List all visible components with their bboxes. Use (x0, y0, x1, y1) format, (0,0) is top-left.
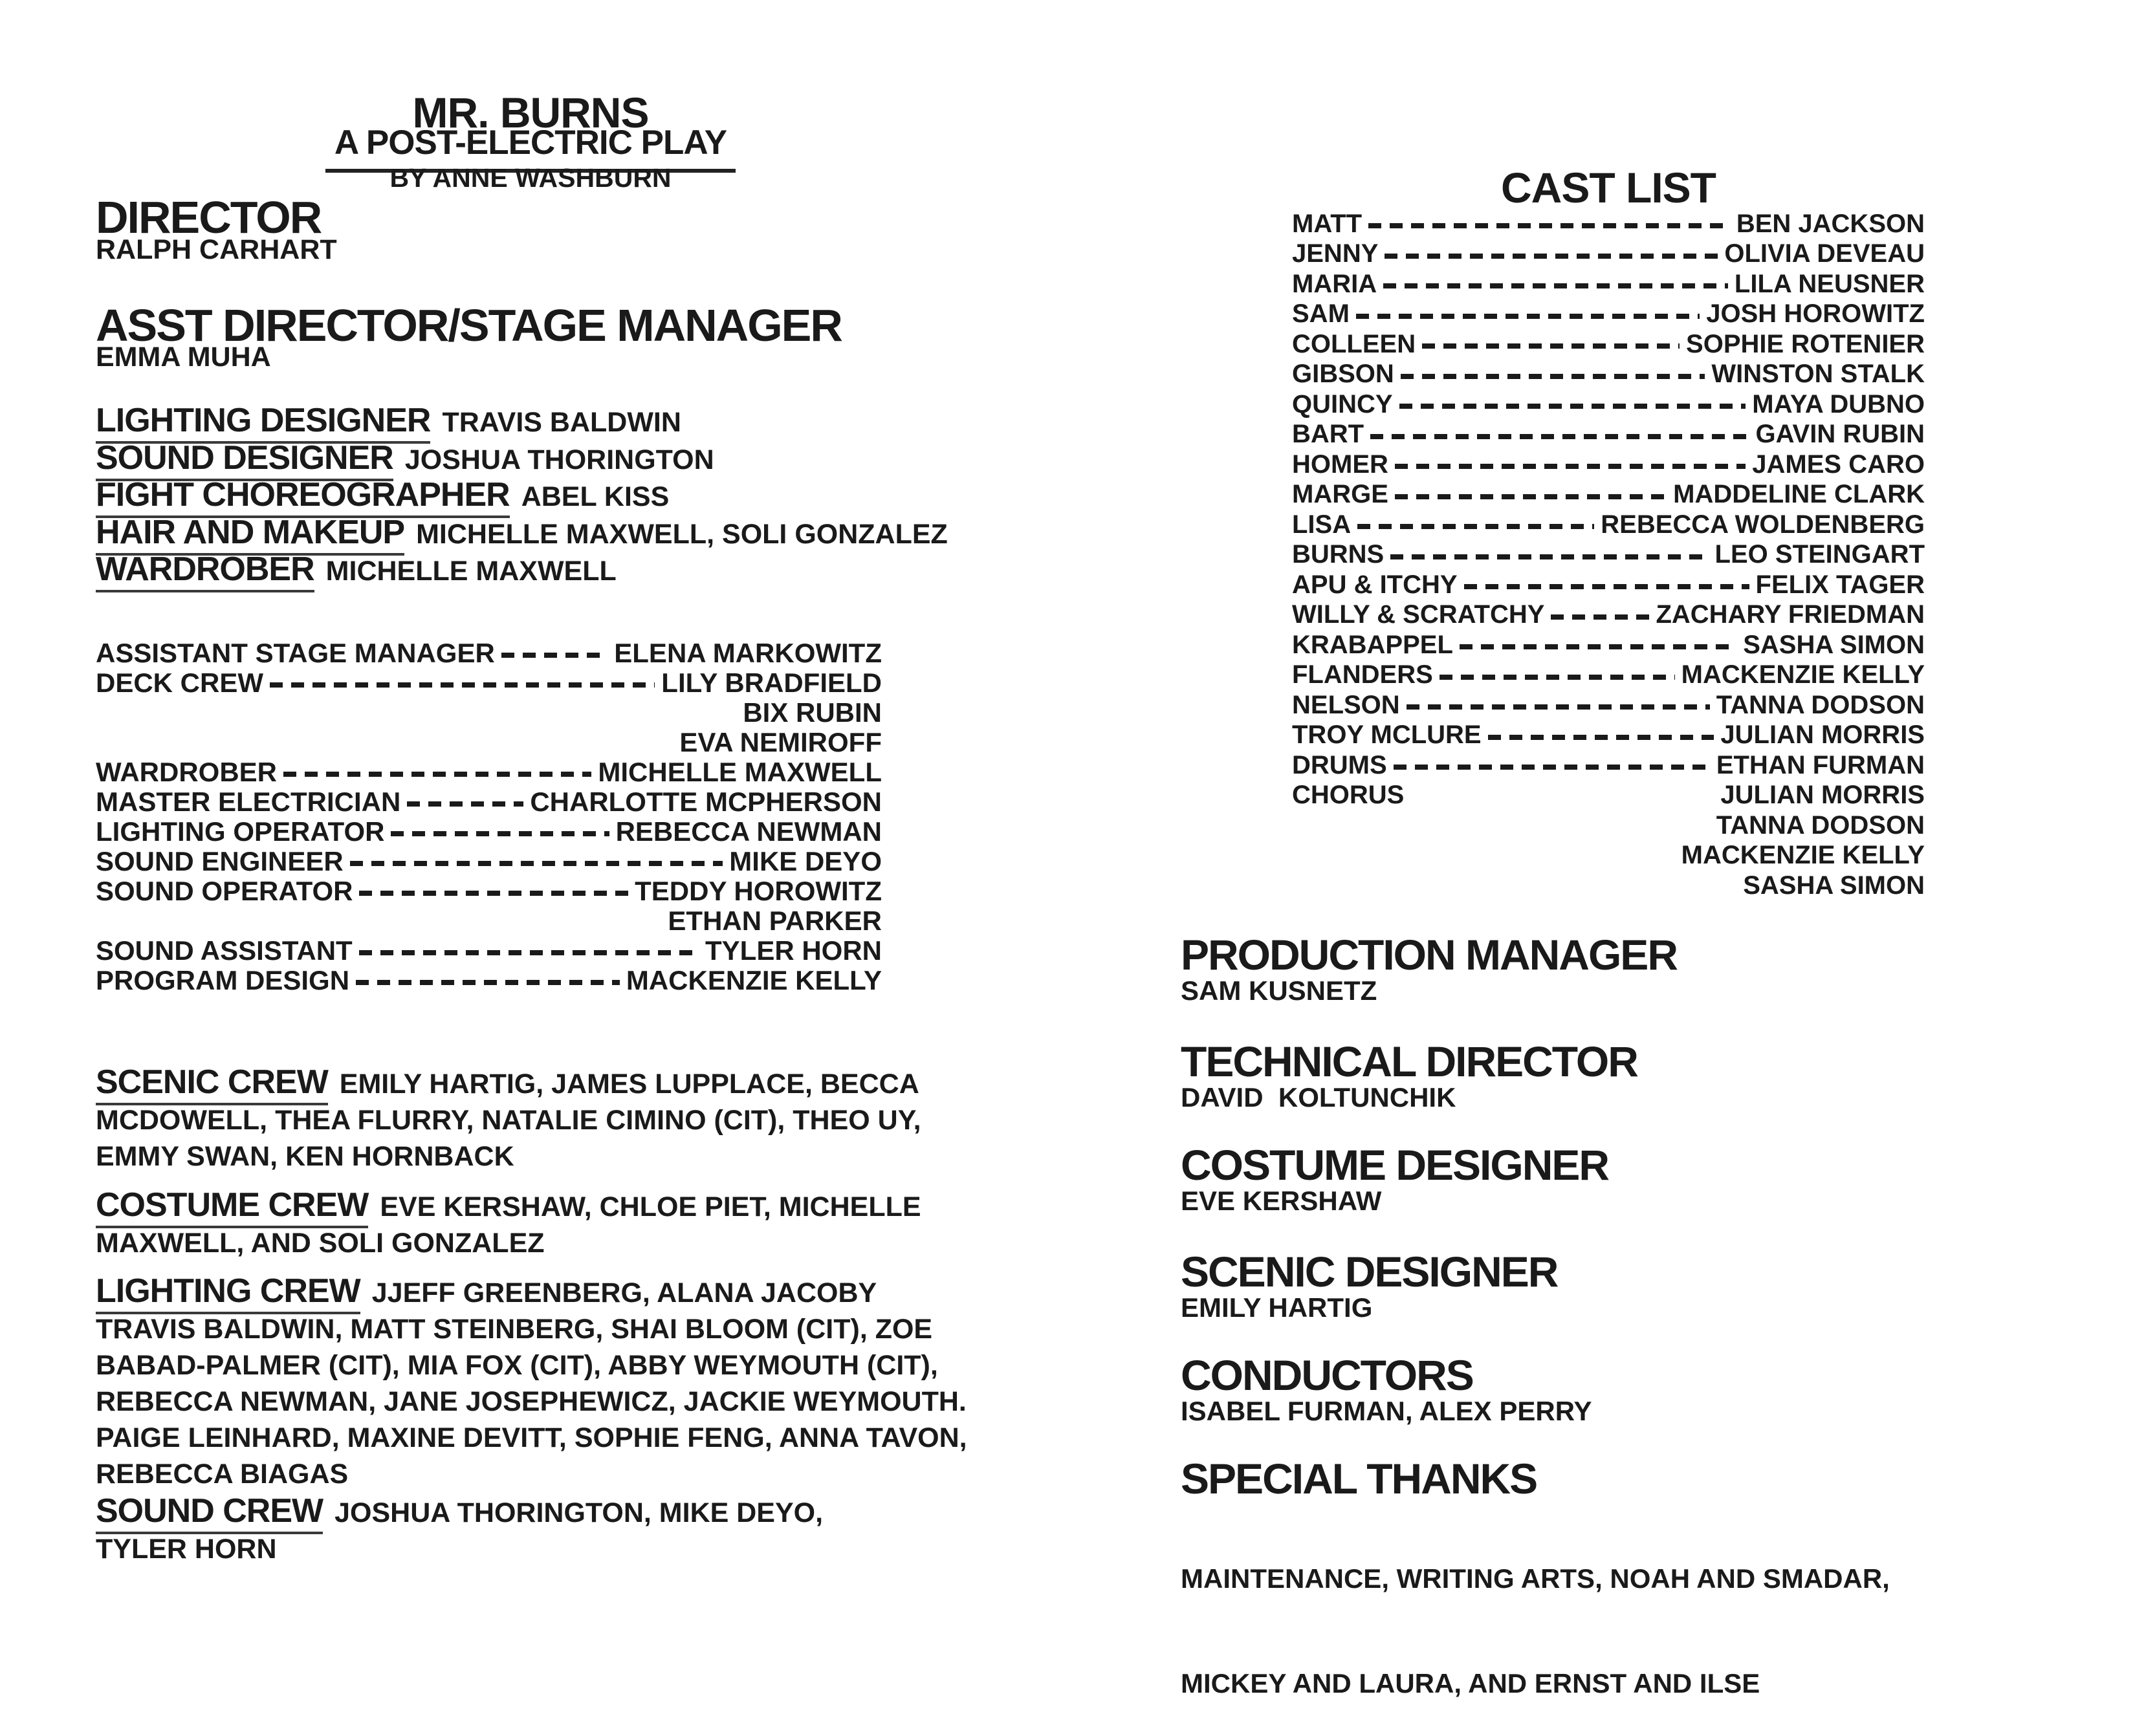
cast-row (1292, 239, 1925, 270)
crew-name: MIKE DEYO (729, 846, 882, 876)
cast-role: COLLEEN (1292, 329, 1416, 358)
dash-leader (1395, 464, 1746, 469)
cast-actor: BEN JACKSON (1736, 209, 1925, 238)
costume-crew-section (96, 1187, 1047, 1261)
dash-leader (1385, 254, 1718, 259)
cast-role: MATT (1292, 209, 1363, 238)
crew-role: DECK CREW (96, 667, 263, 698)
section-heading: COSTUME CREW (96, 1186, 368, 1228)
credit-role: WARDROBER (96, 550, 314, 592)
dash-leader (359, 891, 628, 896)
special-thanks-names (1181, 1492, 2035, 1736)
section-names: EMILY HARTIG, JAMES LUPPLACE, BECCA (339, 1069, 919, 1100)
cast-role: BURNS (1292, 540, 1385, 569)
crew-name: ETHAN PARKER (668, 906, 882, 936)
section-names: JOSHUA THORINGTON, MIKE DEYO, (334, 1497, 824, 1528)
crew-name: ELENA MARKOWITZ (614, 638, 882, 668)
cast-list-title: CAST LIST (1501, 164, 1716, 212)
cast-actor: TANNA DODSON (1716, 810, 1925, 840)
special-thanks-line: MAINTENANCE, WRITING ARTS, NOAH AND SMADAR, (1181, 1563, 1890, 1594)
cast-actor: JULIAN MORRIS (1720, 721, 1925, 750)
crew-role: SOUND OPERATOR (96, 876, 353, 906)
dash-leader (1440, 675, 1675, 680)
crew-name: BIX RUBIN (743, 697, 882, 728)
cast-actor: LEO STEINGART (1714, 540, 1925, 569)
cast-row (1292, 360, 1925, 390)
designer-credits (96, 402, 948, 589)
section-names: JJEFF GREENBERG, ALANA JACOBY (371, 1277, 877, 1308)
crew-row (96, 757, 882, 787)
director-name: RALPH CARHART (96, 234, 337, 265)
cast-row-chorus (1292, 781, 1925, 811)
dash-leader (1390, 554, 1708, 559)
sound-crew-section (96, 1493, 1047, 1567)
dash-leader (1370, 434, 1749, 439)
cast-row (1292, 660, 1925, 691)
special-thanks-line: MICKEY AND LAURA, AND ERNST AND ILSE (1181, 1668, 1760, 1698)
crew-row (96, 787, 882, 817)
credit-row (96, 402, 948, 440)
dash-leader (501, 653, 608, 658)
cast-role: HOMER (1292, 450, 1388, 479)
cast-role: GIBSON (1292, 360, 1394, 389)
scenic-designer-heading: SCENIC DESIGNER (1181, 1248, 1558, 1296)
crew-row-continuation (96, 728, 882, 757)
crew-role: PROGRAM DESIGN (96, 965, 350, 995)
credit-name: MICHELLE MAXWELL (325, 556, 617, 587)
cast-row (1292, 329, 1925, 360)
cast-row (1292, 510, 1925, 540)
show-title: MR. BURNS (412, 89, 649, 136)
crew-name: MICHELLE MAXWELL (598, 757, 882, 787)
dash-leader (1357, 524, 1594, 529)
cast-role: APU & ITCHY (1292, 570, 1458, 599)
conductors-heading: CONDUCTORS (1181, 1351, 1473, 1399)
costume-designer-name: EVE KERSHAW (1181, 1186, 1382, 1216)
cast-actor: MAYA DUBNO (1752, 389, 1925, 418)
cast-role: JENNY (1292, 239, 1379, 268)
cast-row (1292, 570, 1925, 600)
crew-row (96, 847, 882, 876)
show-subtitle-text: A POST-ELECTRIC PLAY (325, 123, 736, 173)
cast-actor: WINSTON STALK (1711, 360, 1925, 389)
section-first-line (96, 1493, 1047, 1531)
cast-actor: FELIX TAGER (1755, 570, 1925, 599)
technical-director-name: DAVID KOLTUNCHIK (1181, 1082, 1456, 1112)
crew-row (96, 817, 882, 847)
conductors-names: ISABEL FURMAN, ALEX PERRY (1181, 1396, 1592, 1426)
technical-director-heading: TECHNICAL DIRECTOR (1181, 1037, 1637, 1085)
crew-row-continuation (96, 698, 882, 728)
cast-row (1292, 750, 1925, 781)
cast-actor: MACKENZIE KELLY (1681, 660, 1925, 689)
cast-role: NELSON (1292, 690, 1400, 719)
credit-role: HAIR AND MAKEUP (96, 514, 404, 556)
scenic-designer-name: EMILY HARTIG (1181, 1292, 1373, 1323)
crew-row (96, 876, 882, 906)
special-thanks-heading: SPECIAL THANKS (1181, 1455, 1537, 1503)
credit-row (96, 514, 948, 552)
section-line: EMMY SWAN, KEN HORNBACK (96, 1141, 514, 1172)
credit-row (96, 551, 948, 589)
crew-role: SOUND ENGINEER (96, 846, 344, 876)
cast-row (1292, 450, 1925, 480)
crew-role: LIGHTING OPERATOR (96, 816, 385, 847)
cast-list (1292, 209, 1925, 901)
crew-name: CHARLOTTE MCPHERSON (530, 787, 882, 817)
dash-leader (1356, 314, 1700, 319)
dash-leader (359, 950, 699, 955)
credit-row (96, 440, 948, 477)
cast-actor: SASHA SIMON (1743, 871, 1925, 900)
cast-row-continuation (1292, 871, 1925, 901)
cast-role: CHORUS (1292, 781, 1405, 810)
section-line: TYLER HORN (96, 1534, 277, 1565)
cast-actor: MADDELINE CLARK (1673, 480, 1925, 509)
cast-actor: REBECCA WOLDENBERG (1601, 510, 1925, 539)
section-first-line (96, 1273, 1047, 1311)
cast-role: KRABAPPEL (1292, 630, 1453, 659)
cast-role: FLANDERS (1292, 660, 1433, 689)
lighting-crew-section (96, 1273, 1047, 1492)
scenic-crew-section (96, 1064, 1047, 1175)
cast-role: BART (1292, 420, 1364, 449)
section-line: MAXWELL, AND SOLI GONZALEZ (96, 1228, 545, 1259)
cast-actor: JULIAN MORRIS (1720, 781, 1925, 810)
section-heading: LIGHTING CREW (96, 1272, 360, 1314)
crew-credits-list (96, 638, 882, 995)
dash-leader (1460, 644, 1736, 649)
section-line: REBECCA NEWMAN, JANE JOSEPHEWICZ, JACKIE WEYMOUTH. (96, 1386, 967, 1417)
production-manager-name: SAM KUSNETZ (1181, 975, 1377, 1006)
crew-row (96, 638, 882, 668)
cast-actor: JAMES CARO (1752, 450, 1925, 479)
section-heading: SCENIC CREW (96, 1063, 328, 1105)
cast-role: WILLY & SCRATCHY (1292, 600, 1545, 629)
cast-row (1292, 299, 1925, 330)
credit-role: SOUND DESIGNER (96, 439, 393, 481)
dash-leader (1401, 374, 1705, 379)
crew-role: MASTER ELECTRICIAN (96, 787, 401, 817)
cast-role: MARGE (1292, 480, 1388, 509)
production-manager-heading: PRODUCTION MANAGER (1181, 931, 1677, 979)
cast-row (1292, 600, 1925, 631)
dash-leader (1395, 494, 1667, 499)
crew-name: TEDDY HOROWITZ (635, 876, 882, 906)
dash-leader (1407, 704, 1710, 710)
cast-actor: MACKENZIE KELLY (1681, 841, 1925, 870)
section-heading: SOUND CREW (96, 1492, 323, 1534)
cast-actor: GAVIN RUBIN (1755, 420, 1925, 449)
dash-leader (283, 772, 591, 777)
dash-leader (391, 831, 609, 836)
cast-actor: ZACHARY FRIEDMAN (1656, 600, 1925, 629)
section-line: MCDOWELL, THEA FLURRY, NATALIE CIMINO (CIT), THEO UY, (96, 1105, 921, 1136)
section-first-line (96, 1187, 1047, 1225)
dash-leader (1394, 765, 1710, 770)
crew-name: EVA NEMIROFF (679, 727, 882, 757)
cast-row (1292, 209, 1925, 239)
cast-row (1292, 630, 1925, 660)
credit-role: LIGHTING DESIGNER (96, 402, 430, 444)
cast-actor: SASHA SIMON (1743, 630, 1925, 659)
section-line: TRAVIS BALDWIN, MATT STEINBERG, SHAI BLOOM (CIT), ZOE (96, 1314, 933, 1345)
cast-row (1292, 420, 1925, 450)
cast-role: SAM (1292, 299, 1350, 329)
crew-role: WARDROBER (96, 757, 277, 787)
cast-role: DRUMS (1292, 750, 1387, 779)
dash-leader (1383, 283, 1728, 288)
dash-leader (270, 682, 655, 688)
cast-row-continuation (1292, 810, 1925, 841)
cast-row (1292, 389, 1925, 420)
cast-actor: ETHAN FURMAN (1716, 750, 1925, 779)
crew-role: ASSISTANT STAGE MANAGER (96, 638, 495, 668)
crew-row-continuation (96, 906, 882, 936)
dash-leader (1551, 614, 1649, 620)
cast-actor: OLIVIA DEVEAU (1724, 239, 1925, 268)
crew-row (96, 936, 882, 966)
section-line: REBECCA BIAGAS (96, 1459, 349, 1490)
crew-name: LILY BRADFIELD (661, 667, 882, 698)
crew-name: REBECCA NEWMAN (615, 816, 882, 847)
section-line: BABAD-PALMER (CIT), MIA FOX (CIT), ABBY WEYMOUTH (CIT), (96, 1350, 938, 1381)
credit-role: FIGHT CHOREOGRAPHER (96, 476, 510, 518)
dash-leader (407, 801, 523, 807)
credit-name: JOSHUA THORINGTON (404, 444, 714, 475)
costume-designer-heading: COSTUME DESIGNER (1181, 1141, 1609, 1189)
section-names: EVE KERSHAW, CHLOE PIET, MICHELLE (380, 1191, 921, 1222)
dash-leader (350, 861, 723, 866)
cast-row (1292, 721, 1925, 751)
cast-role: LISA (1292, 510, 1352, 539)
dash-leader (1399, 404, 1746, 409)
asst-director-heading: ASST DIRECTOR/STAGE MANAGER (96, 300, 842, 351)
dash-leader (1368, 223, 1730, 228)
asst-director-name: EMMA MUHA (96, 342, 271, 373)
credit-row (96, 477, 948, 514)
dash-leader (1488, 735, 1714, 740)
crew-name: MACKENZIE KELLY (626, 965, 882, 995)
dash-leader (1422, 343, 1680, 349)
credit-name: MICHELLE MAXWELL, SOLI GONZALEZ (416, 518, 948, 550)
credit-name: ABEL KISS (521, 481, 670, 512)
cast-role: QUINCY (1292, 389, 1393, 418)
cast-row-continuation (1292, 841, 1925, 871)
section-line: PAIGE LEINHARD, MAXINE DEVITT, SOPHIE FENG, ANNA TAVON, (96, 1422, 967, 1453)
crew-name: TYLER HORN (705, 935, 882, 966)
cast-row (1292, 269, 1925, 299)
cast-role: MARIA (1292, 269, 1377, 298)
cast-actor: TANNA DODSON (1716, 690, 1925, 719)
crew-role: SOUND ASSISTANT (96, 935, 353, 966)
section-first-line (96, 1064, 1047, 1102)
show-byline: BY ANNE WASHBURN (389, 163, 672, 193)
director-heading: DIRECTOR (96, 192, 322, 243)
cast-actor: SOPHIE ROTENIER (1686, 329, 1925, 358)
credit-name: TRAVIS BALDWIN (442, 407, 681, 438)
cast-actor: JOSH HOROWITZ (1706, 299, 1925, 329)
cast-actor: LILA NEUSNER (1734, 269, 1925, 298)
cast-role: TROY MCLURE (1292, 721, 1482, 750)
dash-leader (1464, 584, 1749, 589)
cast-row (1292, 540, 1925, 570)
crew-row (96, 966, 882, 995)
cast-row (1292, 480, 1925, 510)
crew-row (96, 668, 882, 698)
dash-leader (356, 980, 620, 985)
cast-row (1292, 690, 1925, 721)
